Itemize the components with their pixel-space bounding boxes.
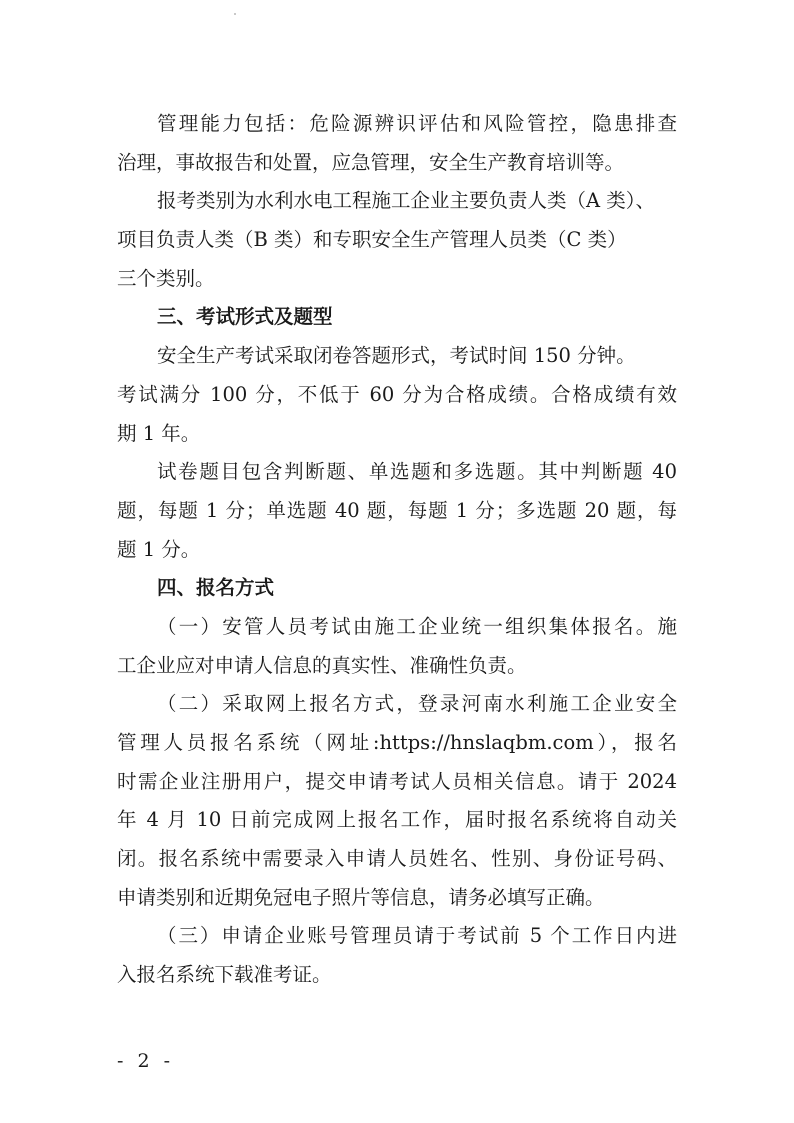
line-text: 题，每题 1 分；单选题 40 题，每题 1 分；多选题 20 题，每 [117,498,677,522]
text-line [117,260,677,299]
text-line [117,376,677,415]
section-heading [117,569,677,608]
line-text: 考试满分 100 分，不低于 60 分为合格成绩。合格成绩有效 [117,382,677,406]
line-text: 闭。报名系统中需要录入申请人员姓名、性别、身份证号码、 [117,847,677,871]
line-text: 项目负责人类（B 类）和专职安全生产管理人员类（C 类） [117,228,627,252]
text-line [117,647,677,686]
text-line [117,337,677,376]
line-text: 三个类别。 [117,266,215,290]
text-line [117,221,677,260]
line-text: （一）安管人员考试由施工企业统一组织集体报名。施 [157,614,677,638]
line-text: 入报名系统下载准考证。 [117,963,332,987]
text-line [117,105,677,144]
url-line-text: 管理人员报名系统（网址:https://hnslaqbm.com），报名 [117,731,677,754]
body-text [117,105,677,995]
heading-text: 三、考试形式及题型 [157,305,333,329]
text-line [117,801,677,840]
line-text: 年 4 月 10 日前完成网上报名工作，届时报名系统将自动关 [117,808,677,832]
scan-speck [234,13,236,15]
text-line [117,879,677,918]
line-text: 申请类别和近期免冠电子照片等信息，请务必填写正确。 [117,885,605,909]
line-text: （三）申请企业账号管理员请于考试前 5 个工作日内进 [157,924,677,948]
heading-text: 四、报名方式 [157,576,275,600]
line-text: 安全生产考试采取闭卷答题形式，考试时间 150 分钟。 [157,344,636,368]
text-line [117,840,677,879]
line-text: 期 1 年。 [117,421,201,445]
text-line [117,724,677,763]
line-text: （二）采取网上报名方式，登录河南水利施工企业安全 [157,692,677,716]
text-line [117,956,677,995]
text-line [117,182,677,221]
text-line [117,415,677,454]
line-text: 工企业应对申请人信息的真实性、准确性负责。 [117,653,527,677]
text-line [117,917,677,956]
line-text: 时需企业注册用户，提交申请考试人员相关信息。请于 2024 [117,769,677,793]
text-line [117,685,677,724]
page-number: - 2 - [117,1050,175,1072]
text-line [117,492,677,531]
line-text: 报考类别为水利水电工程施工企业主要负责人类（A 类）、 [157,189,656,213]
line-text: 管理能力包括：危险源辨识评估和风险管控，隐患排查 [157,112,677,135]
text-line [117,144,677,183]
line-text: 题 1 分。 [117,537,201,561]
text-line [117,608,677,647]
text-line [117,531,677,570]
line-text: 治理，事故报告和处置，应急管理，安全生产教育培训等。 [117,150,625,174]
text-line [117,453,677,492]
section-heading [117,298,677,337]
text-line [117,763,677,802]
line-text: 试卷题目包含判断题、单选题和多选题。其中判断题 40 [157,460,677,484]
